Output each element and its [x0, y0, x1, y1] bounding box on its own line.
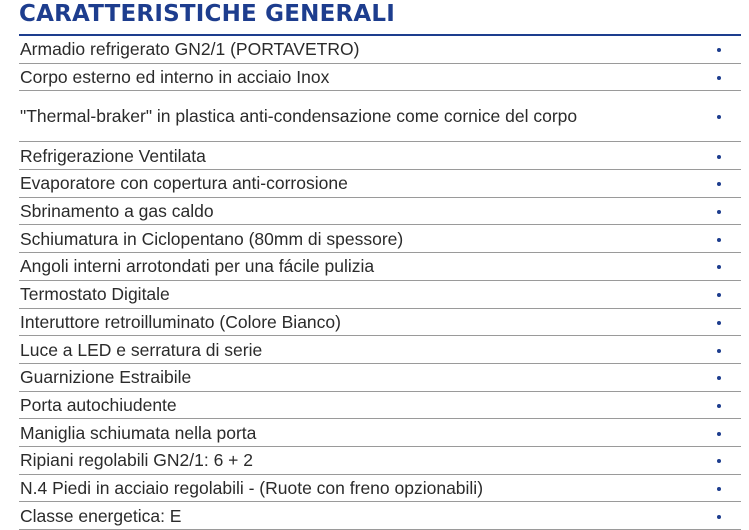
feature-row: [19, 309, 741, 337]
feature-label: Schiumatura in Ciclopentano (80mm di spessore): [20, 228, 404, 249]
feature-row: [19, 475, 741, 503]
bullet-dot-icon: [717, 48, 721, 52]
bullet-dot-icon: [717, 459, 721, 463]
feature-row: [19, 142, 741, 170]
bullet-dot-icon: [717, 210, 721, 214]
bullet-dot-icon: [717, 115, 721, 119]
bullet-dot-icon: [717, 155, 721, 159]
feature-label: Armadio refrigerato GN2/1 (PORTAVETRO): [20, 39, 360, 60]
feature-row: [19, 502, 741, 530]
feature-row: [19, 225, 741, 253]
bullet-dot-icon: [717, 432, 721, 436]
feature-label: Luce a LED e serratura di serie: [20, 339, 263, 360]
feature-label: Termostato Digitale: [20, 284, 170, 305]
feature-label: Refrigerazione Ventilata: [20, 145, 206, 166]
feature-row: [19, 64, 741, 92]
feature-label: Evaporatore con copertura anti-corrosione: [20, 173, 348, 194]
feature-label: Angoli interni arrotondati per una fácile pulizia: [20, 256, 375, 277]
feature-row: [19, 198, 741, 226]
bullet-dot-icon: [717, 76, 721, 80]
feature-row: [19, 392, 741, 420]
bullet-dot-icon: [717, 321, 721, 325]
feature-row: [19, 336, 741, 364]
feature-row: [19, 91, 741, 142]
feature-label: Corpo esterno ed interno in acciaio Inox: [20, 67, 330, 88]
feature-row: [19, 447, 741, 475]
bullet-dot-icon: [717, 293, 721, 297]
feature-label: "Thermal-braker" in plastica anti-condensazione come cornice del corpo: [20, 106, 578, 127]
section-title: CARATTERISTICHE GENERALI: [19, 1, 396, 27]
bullet-dot-icon: [717, 182, 721, 186]
feature-label: N.4 Piedi in acciaio regolabili - (Ruote con freno opzionabili): [20, 477, 484, 498]
bullet-dot-icon: [717, 515, 721, 519]
bullet-dot-icon: [717, 238, 721, 242]
feature-label: Interuttore retroilluminato (Colore Bianco): [20, 311, 341, 332]
bullet-dot-icon: [717, 376, 721, 380]
feature-row: [19, 170, 741, 198]
feature-label: Porta autochiudente: [20, 394, 177, 415]
feature-label: Classe energetica: E: [20, 505, 182, 526]
feature-label: Sbrinamento a gas caldo: [20, 201, 214, 222]
feature-label: Ripiani regolabili GN2/1: 6 + 2: [20, 450, 253, 471]
feature-row: [19, 281, 741, 309]
bullet-dot-icon: [717, 404, 721, 408]
feature-row: [19, 36, 741, 64]
feature-row: [19, 364, 741, 392]
feature-list: [19, 36, 741, 530]
bullet-dot-icon: [717, 349, 721, 353]
feature-label: Guarnizione Estraibile: [20, 367, 192, 388]
feature-row: [19, 253, 741, 281]
bullet-dot-icon: [717, 487, 721, 491]
feature-row: [19, 419, 741, 447]
feature-label: Maniglia schiumata nella porta: [20, 422, 257, 443]
bullet-dot-icon: [717, 265, 721, 269]
